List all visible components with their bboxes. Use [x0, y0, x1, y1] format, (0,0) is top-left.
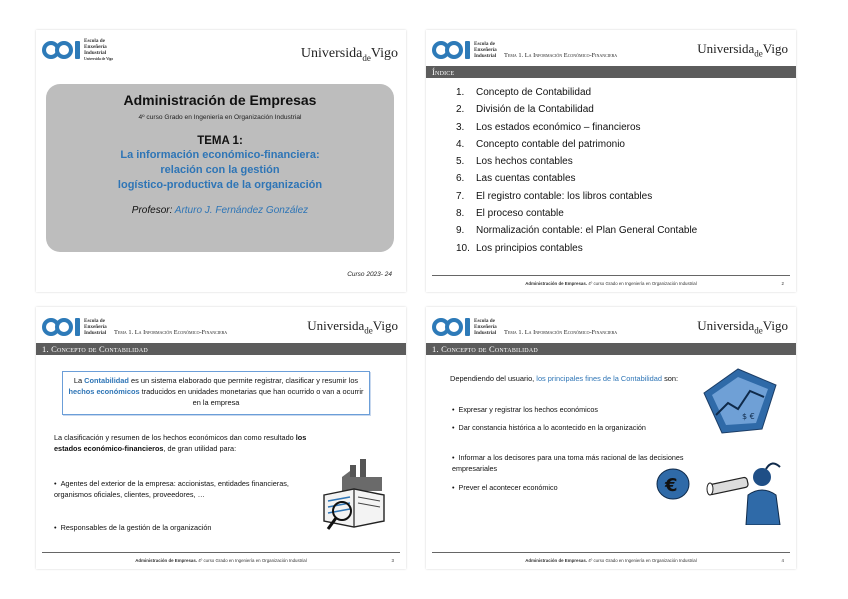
eei-logo-icon — [42, 318, 80, 336]
page-number: 4 — [781, 558, 784, 563]
slide-1-title[interactable] — [36, 30, 406, 292]
footer-rule — [42, 552, 400, 553]
index-item: 4. Concepto contable del patrimonio — [456, 138, 625, 150]
index-item: 7. El registro contable: los libros contables — [456, 190, 653, 202]
school-logo — [42, 36, 113, 64]
school-line4: Universida de Vigo — [84, 57, 114, 61]
index-item: 1. Concepto de Contabilidad — [456, 87, 592, 98]
school-logo: Escola de Enxeñería Industrial — [42, 313, 107, 341]
factory-book-magnifier-icon — [320, 455, 388, 533]
footer-rule — [432, 552, 790, 553]
page-number: 3 — [391, 558, 394, 563]
svg-text:$ €: $ € — [742, 412, 755, 421]
index-item: 9. Normalización contable: el Plan General Contable — [456, 225, 698, 237]
index-item: 3. Los estados económico – financieros — [456, 121, 641, 133]
purpose-bullet: • Dar constancia histórica a lo acontecido en la organización — [452, 423, 646, 432]
index-list — [456, 84, 697, 257]
course-subtitle: 4º curso Grado en Ingeniería en Organización Industrial — [138, 114, 302, 121]
university-logo: Universida$_{de}$Vigo — [697, 41, 788, 59]
svg-text:€: € — [665, 475, 678, 496]
university-logo: Universida$_{de}$Vigo — [697, 318, 788, 336]
index-item: 10. Los principios contables — [456, 242, 583, 254]
index-item: 6. Las cuentas contables — [456, 173, 576, 185]
classification-paragraph: La clasificación y resumen de los hechos económicos dan como resultado los estados económico-financieros, de gran utilidad para: — [54, 433, 307, 453]
eei-logo-icon — [42, 41, 80, 59]
purpose-bullet: • Prever el acontecer económico — [452, 483, 558, 492]
tema-header: Tema 1. La Información Económico-Financiera — [504, 329, 618, 336]
school-line1: Escola de — [84, 38, 105, 44]
section-band: 1. Concepto de Contabilidad — [36, 343, 406, 355]
title-box — [46, 84, 394, 252]
index-item: 2. División de la Contabilidad — [456, 104, 594, 116]
university-logo: Universida$_{de}$Vigo — [307, 318, 398, 336]
money-chart-icon — [698, 363, 778, 437]
tema-header: Tema 1. La Información Económico-Financiera — [504, 52, 618, 59]
section-band: Índice — [426, 66, 796, 78]
school-line2: Enxeñería — [84, 44, 107, 50]
tema-title: La información económico-financiera: relación con la gestión logístico-productiva de la organización — [117, 149, 323, 191]
bullet-management: • Responsables de la gestión de la organización — [54, 523, 212, 532]
tema-header: Tema 1. La Información Económico-Financiera — [114, 329, 228, 336]
school-logo: Escola de Enxeñería Industrial — [432, 36, 497, 64]
footer-rule — [432, 275, 790, 276]
tema-label: TEMA 1: — [197, 135, 243, 147]
eei-logo-icon — [432, 41, 470, 59]
telescope-person-icon — [706, 455, 788, 525]
bullet-external-agents: • Agentes del exterior de la empresa: accionistas, entidades financieras, organismos oficiales, clientes, proveedores, … — [54, 479, 289, 499]
purposes-intro: Dependiendo del usuario, los principales fines de la Contabilidad son: — [450, 374, 679, 383]
course-year: Curso 2023- 24 — [347, 271, 392, 278]
course-title: Administración de Empresas — [123, 92, 317, 108]
professor: Profesor: Arturo J. Fernández González — [131, 205, 309, 216]
section-band: 1. Concepto de Contabilidad — [426, 343, 796, 355]
footer-text: Administración de Empresas. 4º curso Grado en Ingeniería en Organización Industrial — [525, 281, 697, 286]
school-line3: Industrial — [84, 50, 107, 56]
school-logo: Escola de Enxeñería Industrial — [432, 313, 497, 341]
slide-2-index[interactable] — [426, 30, 796, 292]
slide-3-concept[interactable] — [36, 307, 406, 569]
purpose-bullet: • Expresar y registrar los hechos económicos — [452, 405, 598, 414]
index-item: 5. Los hechos contables — [456, 156, 573, 168]
footer-text: Administración de Empresas. 4º curso Grado en Ingeniería en Organización Industrial — [525, 558, 697, 563]
eei-logo-icon — [432, 318, 470, 336]
euro-coin-icon — [656, 467, 690, 501]
university-logo: Universida$_{de}$Vigo — [300, 46, 398, 63]
purpose-bullet: • Informar a los decisores para una toma más racional de las decisiones empresariales — [452, 453, 684, 473]
index-item: 8. El proceso contable — [456, 208, 564, 220]
page-number: 2 — [781, 281, 784, 286]
footer-text: Administración de Empresas. 4º curso Grado en Ingeniería en Organización Industrial — [135, 558, 307, 563]
definition-box: La Contabilidad es un sistema elaborado que permite registrar, clasificar y resumir los hechos económicos traducidos en unidades monetarias que han ocurrido o van a ocurrir en la empresa — [62, 371, 370, 415]
slide-4-purposes[interactable] — [426, 307, 796, 569]
